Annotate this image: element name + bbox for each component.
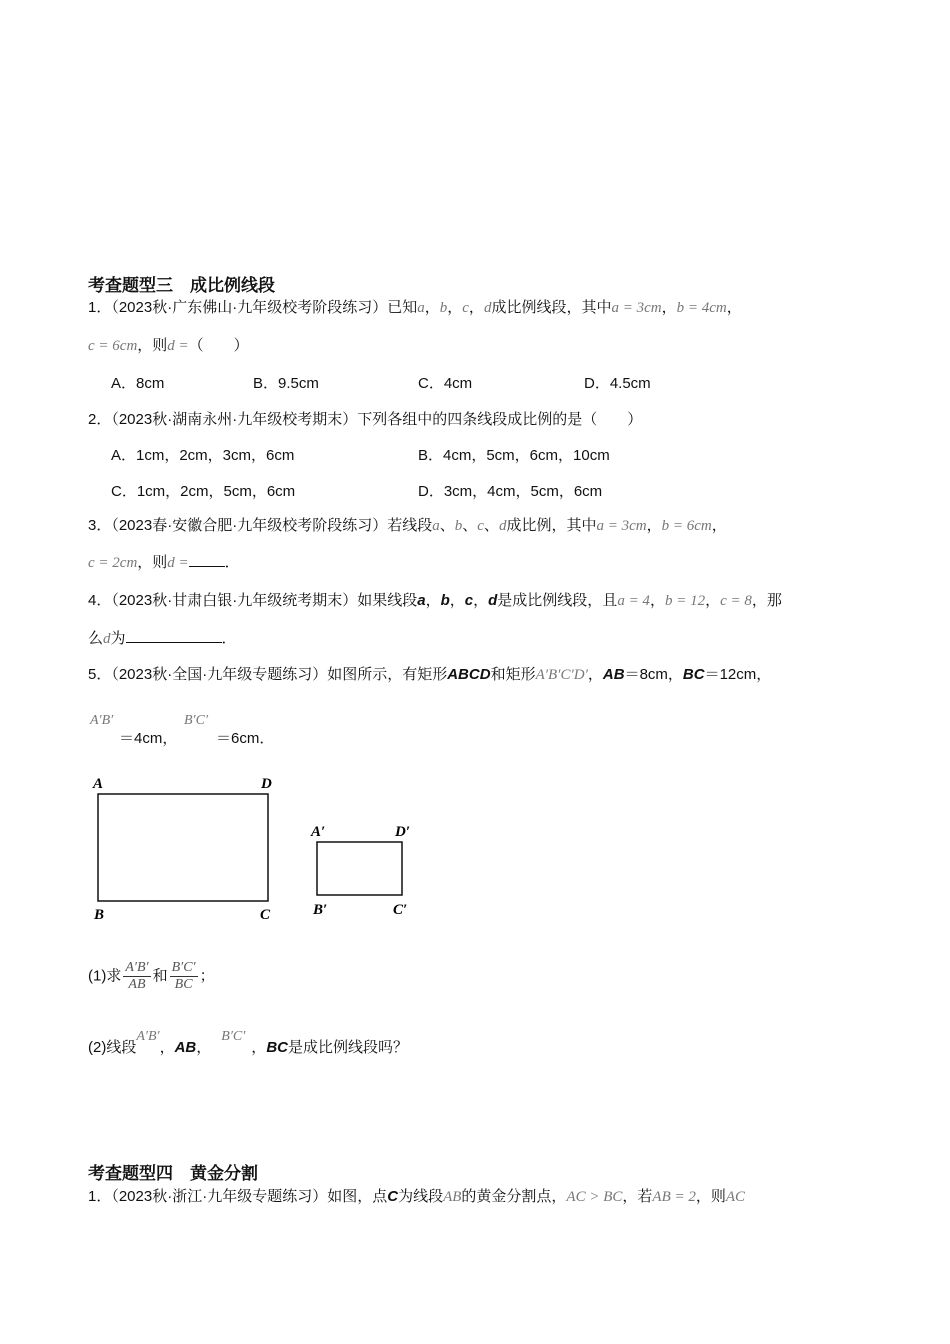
q5-sub2-t4: BC: [266, 1039, 288, 1056]
q5-sub2-sep2: ，: [196, 1039, 212, 1056]
q5-sub2-t2: AB: [174, 1039, 197, 1056]
q5-abcd-prime: A′B′C′D′: [535, 667, 588, 683]
fraction-1-numerator: A′B′: [125, 960, 149, 975]
label-c-prime: C′: [393, 902, 408, 918]
label-a-prime: A′: [311, 824, 326, 840]
q5-sub2: [88, 1029, 408, 1057]
q1-paren: （ ）: [188, 337, 249, 354]
s4q1-number: 1．: [88, 1188, 112, 1205]
q4-var-a: a: [417, 592, 426, 609]
q5-sub2-label: (2)线段: [88, 1039, 137, 1056]
fraction-1-denominator: AB: [123, 976, 150, 993]
q4-d-var: d: [103, 631, 111, 647]
q5-sub2-sep1: ，: [159, 1039, 175, 1056]
q4-answer-blank[interactable]: [126, 628, 222, 643]
q5-sub1-end: ；: [199, 967, 215, 985]
q5-apbp-val: ＝4cm，: [119, 730, 178, 747]
q5-bc: BC: [682, 666, 705, 683]
q4-c-eq: c = 8: [720, 593, 752, 609]
q3-var-d: d: [498, 518, 507, 534]
q3-end: ．: [224, 554, 240, 571]
fraction-bpcp-over-bc: [170, 960, 198, 993]
s4q1-mid: 为线段: [398, 1188, 444, 1205]
q1-var-a: a: [417, 300, 425, 316]
q5-bpcp-val: ＝6cm．: [216, 730, 275, 747]
q1-option-a[interactable]: A．8cm: [111, 375, 165, 392]
q5-sub1: [88, 960, 215, 993]
s4q1-mid2: 的黄金分割点，: [461, 1188, 567, 1205]
question-4-line2: [88, 627, 237, 648]
label-a: A: [93, 776, 104, 792]
q4-var-d: d: [488, 592, 498, 609]
q3-b-eq: b = 6cm: [661, 518, 712, 534]
q2-text: （2023秋·湖南永州·九年级校考期末）下列各组中的四条线段成比例的是（ ）: [111, 411, 643, 428]
q5-apbp-label: A′B′: [90, 713, 114, 728]
q4-line2a: 么: [88, 630, 104, 647]
q4-end: ．: [221, 630, 237, 647]
q1-source: （2023秋·广东佛山·九年级校考阶段练习）已知: [111, 299, 418, 316]
q4-var-b: b: [440, 592, 450, 609]
q2-option-b[interactable]: B．4cm，5cm，6cm，10cm: [418, 447, 610, 464]
q1-number: 1．: [88, 299, 112, 316]
q1-mid: 成比例线段，其中: [491, 299, 612, 316]
q3-answer-blank[interactable]: [189, 552, 225, 567]
s4q1-c: C: [387, 1188, 399, 1205]
q2-option-a[interactable]: A．1cm，2cm，3cm，6cm: [111, 447, 295, 464]
section-3-heading: 考查题型三 成比例线段: [88, 276, 275, 295]
label-d: D: [261, 776, 272, 792]
q5-number: 5．: [88, 666, 112, 683]
q5-sub2-t3: B′C′: [221, 1029, 246, 1044]
q1-option-b[interactable]: B．9.5cm: [253, 375, 319, 392]
label-b: B: [94, 907, 105, 923]
q4-b-eq: b = 12: [664, 593, 706, 609]
rectangle-abcd: [98, 794, 268, 901]
label-c: C: [260, 907, 271, 923]
q4-source: （2023秋·甘肃白银·九年级统考期末）如果线段: [111, 592, 418, 609]
q5-bc-val: ＝12cm，: [704, 666, 772, 683]
q1-a-eq: a = 3cm: [611, 300, 662, 316]
q5-sub1-and: 和: [152, 967, 168, 985]
q5-source: （2023秋·全国·九年级专题练习）如图所示，有矩形: [111, 666, 448, 683]
s4q1-tail: ，则: [695, 1188, 726, 1205]
s4q1-mid3: ，若: [622, 1188, 653, 1205]
question-1: 1．（2023秋·广东佛山·九年级校考阶段练习）已知a，b，c，d成比例线段，其中a = 3cm，b = 4cm，: [88, 299, 742, 316]
q4-tail: ，那: [751, 592, 782, 609]
question-2: [88, 408, 642, 429]
q4-var-c: c: [464, 592, 474, 609]
q3-ask: ，则: [137, 554, 168, 571]
q3-var-a: a: [432, 518, 440, 534]
question-5: 5．（2023秋·全国·九年级专题练习）如图所示，有矩形ABCD和矩形A′B′C′D′，AB＝8cm，BC＝12cm，: [88, 666, 772, 683]
q1-var-c: c: [462, 300, 469, 316]
q2-option-d[interactable]: D．3cm，4cm，5cm，6cm: [418, 483, 603, 500]
q3-var-b: b: [454, 518, 463, 534]
question-3: 3．（2023春·安徽合肥·九年级校考阶段练习）若线段a、b、c、d成比例，其中a = 3cm，b = 6cm，: [88, 517, 727, 534]
q4-number: 4．: [88, 592, 112, 609]
q1-ask: ，则: [137, 337, 168, 354]
s4q1-ab: AB: [443, 1189, 462, 1205]
q1-var-b: b: [439, 300, 448, 316]
fraction-2-numerator: B′C′: [171, 960, 196, 975]
q3-a-eq: a = 3cm: [596, 518, 647, 534]
q3-mid: 成比例，其中: [506, 517, 597, 534]
s4q1-ac: AC: [725, 1189, 746, 1205]
q5-sub2-t1: A′B′: [136, 1029, 160, 1044]
q3-number: 3．: [88, 517, 112, 534]
question-1-line2: [88, 334, 249, 355]
section-4-question-1: [88, 1185, 745, 1206]
q5-ab-val: ＝8cm，: [624, 666, 683, 683]
q2-option-c[interactable]: C．1cm，2cm，5cm，6cm: [111, 483, 296, 500]
label-b-prime: B′: [313, 902, 328, 918]
s4q1-ab-eq: AB = 2: [652, 1189, 696, 1205]
q4-a-eq: a = 4: [617, 593, 650, 609]
q2-number: 2．: [88, 411, 112, 428]
q1-c-eq: c = 6cm: [88, 338, 138, 354]
rectangle-abcd-prime: [317, 842, 402, 895]
q5-sub2-end: 是成比例线段吗？: [287, 1039, 408, 1056]
q5-sub2-sep3: ，: [251, 1039, 267, 1056]
q3-source: （2023春·安徽合肥·九年级校考阶段练习）若线段: [111, 517, 433, 534]
s4q1-source: （2023秋·浙江·九年级专题练习）如图，点: [111, 1188, 388, 1205]
q5-bpcp-label: B′C′: [184, 713, 209, 728]
s4q1-ineq: AC > BC: [566, 1189, 623, 1205]
q3-d-eq: d =: [167, 555, 189, 571]
section-4-heading: 考查题型四 黄金分割: [88, 1164, 258, 1183]
q5-sub1-label: (1)求: [88, 967, 122, 985]
q3-c-eq: c = 2cm: [88, 555, 138, 571]
q4-mid: 是成比例线段，且: [497, 592, 618, 609]
question-3-line2: [88, 551, 240, 572]
q1-b-eq: b = 4cm: [676, 300, 727, 316]
q4-line2b: 为: [110, 630, 126, 647]
q1-d-eq: d =: [167, 338, 189, 354]
q5-and: 和矩形: [490, 666, 536, 683]
q1-option-d[interactable]: D．4.5cm: [584, 375, 651, 392]
rectangles-figure: [85, 768, 425, 928]
q1-var-d: d: [483, 300, 492, 316]
question-4: 4．（2023秋·甘肃白银·九年级统考期末）如果线段a，b，c，d是成比例线段，且a = 4，b = 12，c = 8，那: [88, 592, 782, 609]
q5-abcd: ABCD: [447, 666, 491, 683]
fraction-2-denominator: BC: [170, 976, 198, 993]
q5-ab: AB: [602, 666, 625, 683]
fraction-apbp-over-ab: [123, 960, 150, 993]
q1-option-c[interactable]: C．4cm: [418, 375, 473, 392]
label-d-prime: D′: [395, 824, 411, 840]
q3-var-c: c: [477, 518, 484, 534]
